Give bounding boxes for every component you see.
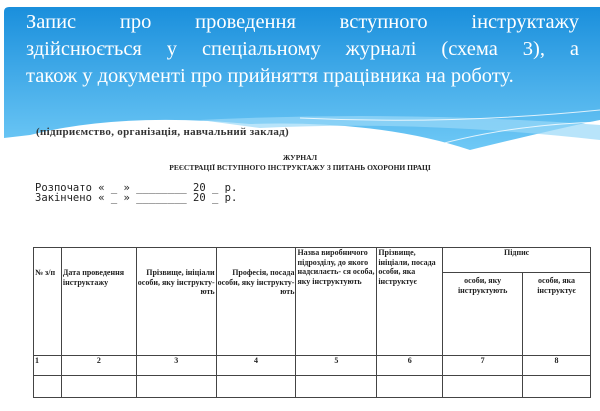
column-number: 4	[216, 356, 296, 376]
table-cell	[377, 376, 443, 398]
header-name: Прізвище, ініціали особи, яку інструкту- ють	[136, 248, 216, 356]
org-caption: (підприємство, організація, навчальний заклад)	[36, 126, 289, 138]
journal-title: ЖУРНАЛ	[282, 153, 318, 162]
table-cell	[136, 376, 216, 398]
headline-line: Запис про проведення вступного інструктажу	[26, 11, 579, 33]
header-date: Дата проведення інструктажу	[61, 248, 136, 356]
header-number: № з/п	[34, 248, 62, 356]
column-number: 5	[296, 356, 377, 376]
table-number-row	[34, 356, 591, 376]
table-cell	[443, 376, 523, 398]
table-cell	[296, 376, 377, 398]
column-number: 3	[136, 356, 216, 376]
header-department: Назва виробничого підрозділу, до якого надсилаєть- ся особа, яку інструктують	[296, 248, 377, 356]
journal-table	[33, 247, 591, 398]
column-number: 7	[443, 356, 523, 376]
journal-subtitle: РЕЄСТРАЦІЇ ВСТУПНОГО ІНСТРУКТАЖУ З ПИТАНЬ ОХОРОНИ ПРАЦІ	[169, 163, 431, 172]
dates-block	[35, 183, 237, 203]
table-cell	[523, 376, 591, 398]
finished-date: Закінчено « _ » ________ 20 _ р.	[35, 192, 238, 204]
header-signature: Підпис	[443, 248, 591, 273]
column-number: 6	[377, 356, 443, 376]
column-number: 2	[61, 356, 136, 376]
header-instructor: Прізвище, ініціали, посада особи, яка інструктує	[377, 248, 443, 356]
header-signature-instructor: особи, яка інструктує	[523, 273, 591, 356]
table-cell	[216, 376, 296, 398]
column-number: 8	[523, 356, 591, 376]
table-cell	[61, 376, 136, 398]
header-signature-trainee: особи, яку інструктують	[443, 273, 523, 356]
headline-line: також у документі про прийняття працівника на роботу.	[26, 65, 514, 87]
table-row	[34, 376, 591, 398]
started-date: Розпочато « _ » ________ 20 _ р.	[35, 182, 238, 194]
column-number: 1	[34, 356, 62, 376]
headline-line: здійснюється у спеціальному журналі (схема 3), а	[26, 38, 579, 60]
headline-text	[26, 9, 579, 90]
header-profession: Професія, посада особи, яку інструкту- ють	[216, 248, 296, 356]
table-cell	[34, 376, 62, 398]
table-header-row	[34, 248, 591, 273]
